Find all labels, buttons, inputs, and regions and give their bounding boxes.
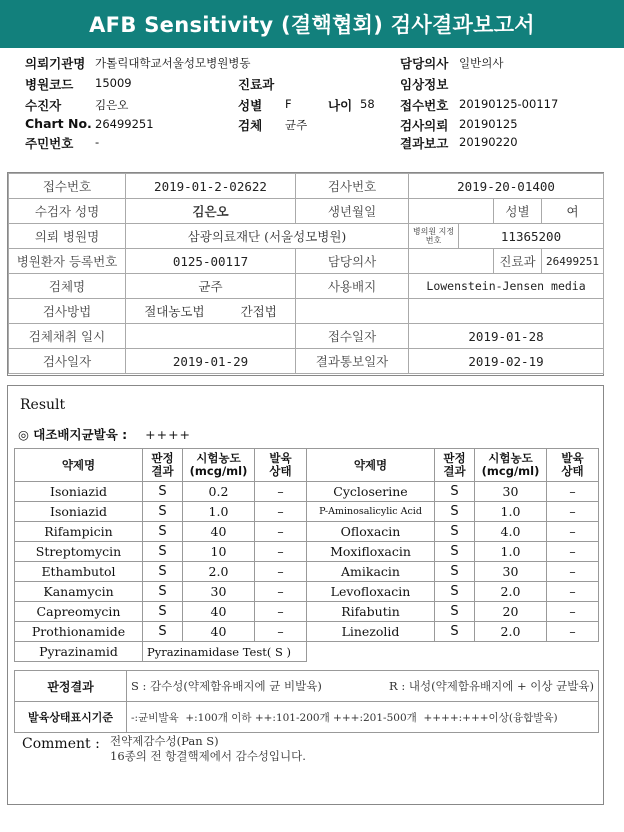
col-concentration: 시험농도 (mcg/ml)	[183, 449, 255, 482]
drug-name: Moxifloxacin	[307, 542, 435, 562]
hospital-value: 삼광의료재단 (서울성모병원)	[126, 224, 409, 249]
test-no-label: 검사번호	[296, 174, 409, 199]
blank-cell	[409, 299, 604, 324]
medium-label: 사용배지	[296, 274, 409, 299]
test-concentration: 40	[183, 622, 255, 642]
growth-status: –	[255, 542, 307, 562]
table-row	[15, 582, 599, 602]
drug-name: Isoniazid	[15, 502, 143, 522]
test-concentration: 2.0	[183, 562, 255, 582]
test-date-value: 2019-01-29	[126, 349, 296, 374]
blank-cell	[307, 642, 599, 662]
method-value	[126, 299, 296, 324]
ssn-label: 주민번호	[25, 136, 74, 151]
growth-status: –	[547, 502, 599, 522]
reg-no-value: 0125-00117	[126, 249, 296, 274]
comment-line-1: 전약제감수성(Pan S)	[110, 734, 219, 748]
col-drug: 약제명	[15, 449, 143, 482]
drug-name: Prothionamide	[15, 622, 143, 642]
drug-name: P-Aminosalicylic Acid	[307, 502, 435, 522]
specimen-value: 균주	[285, 118, 308, 132]
specimen-value: 균주	[126, 274, 296, 299]
hospital-value: 가톨릭대학교서울성모병원병동	[95, 56, 251, 70]
receipt-no-value: 2019-01-2-02622	[126, 174, 296, 199]
request-table	[8, 173, 604, 374]
age-value: 58	[360, 97, 375, 111]
growth-status: –	[547, 542, 599, 562]
judgment-result: S	[143, 482, 183, 502]
clinical-label: 임상정보	[400, 77, 449, 92]
patient-name-value: 김은오	[126, 199, 296, 224]
blank-cell	[296, 299, 409, 324]
collect-date-label: 검체채취 일시	[9, 324, 126, 349]
judgment-result: S	[143, 502, 183, 522]
specimen-label: 검체	[238, 118, 263, 133]
receipt-no-label: 접수번호	[9, 174, 126, 199]
order-label: 검사의뢰	[400, 118, 449, 133]
method-value-1: 절대농도법	[144, 304, 205, 319]
receipt-label: 접수번호	[400, 98, 449, 113]
result-section	[7, 385, 604, 805]
judgment-result: S	[435, 522, 475, 542]
test-no-value: 2019-20-01400	[409, 174, 604, 199]
growth-status: –	[547, 482, 599, 502]
dept-label: 진료과	[494, 249, 542, 274]
table-row	[15, 562, 599, 582]
test-concentration: 1.0	[475, 502, 547, 522]
test-concentration: 30	[183, 582, 255, 602]
judgment-result: S	[435, 502, 475, 522]
method-value-2: 간접법	[240, 304, 277, 319]
growth-status: –	[255, 482, 307, 502]
notify-date-label: 결과통보일자	[296, 349, 409, 374]
test-date-label: 검사일자	[9, 349, 126, 374]
drug-name: Levofloxacin	[307, 582, 435, 602]
code-label: 병원코드	[25, 77, 74, 92]
growth-status: –	[255, 522, 307, 542]
judgment-result: S	[143, 582, 183, 602]
susceptibility-table	[14, 448, 599, 662]
order-value: 20190125	[459, 117, 518, 131]
growth-value: ++++	[145, 427, 192, 442]
table-row	[15, 602, 599, 622]
col-growth: 발육 상태	[255, 449, 307, 482]
test-concentration: 0.2	[183, 482, 255, 502]
drug-name: Linezolid	[307, 622, 435, 642]
drug-name: Ethambutol	[15, 562, 143, 582]
collector-value: 김은오	[95, 98, 129, 112]
judgment-result: S	[435, 602, 475, 622]
control-growth	[18, 425, 191, 443]
legend-table	[14, 670, 599, 733]
drug-name: Ofloxacin	[307, 522, 435, 542]
receipt-date-value: 2019-01-28	[409, 324, 604, 349]
collect-date-value	[126, 324, 296, 349]
request-form	[7, 172, 604, 376]
test-concentration: 4.0	[475, 522, 547, 542]
receipt-value: 20190125-00117	[459, 97, 559, 111]
age-label: 나이	[328, 98, 353, 113]
pyrazinamide-test: Pyrazinamidase Test( S )	[143, 642, 307, 662]
growth-status: –	[547, 562, 599, 582]
drug-name: Capreomycin	[15, 602, 143, 622]
notify-date-value: 2019-02-19	[409, 349, 604, 374]
growth-status: –	[547, 602, 599, 622]
judgment-legend	[127, 671, 599, 702]
judgment-result: S	[143, 562, 183, 582]
comment-label: Comment :	[22, 736, 100, 752]
report-date-value: 20190220	[459, 135, 518, 149]
drug-name: Kanamycin	[15, 582, 143, 602]
test-concentration: 2.0	[475, 582, 547, 602]
legend-resistant: R : 내성(약제함유배지에 + 이상 균발육)	[389, 679, 594, 693]
judgment-result: S	[435, 562, 475, 582]
table-row	[15, 482, 599, 502]
ssn-value: -	[95, 135, 100, 149]
doctor-value	[409, 249, 494, 274]
doctor-label: 담당의사	[400, 56, 449, 71]
test-concentration: 40	[183, 522, 255, 542]
col-judgment: 판정 결과	[435, 449, 475, 482]
judgment-result: S	[143, 602, 183, 622]
pyrazinamide-name: Pyrazinamid	[15, 642, 143, 662]
sex-label: 성별	[238, 98, 263, 113]
birth-label: 생년월일	[296, 199, 409, 224]
judgment-result: S	[435, 582, 475, 602]
reg-no-label: 병원환자 등록번호	[9, 249, 126, 274]
dept-value: 26499251	[542, 249, 604, 274]
test-concentration: 30	[475, 482, 547, 502]
receipt-date-label: 접수일자	[296, 324, 409, 349]
chart-label: Chart No.	[25, 116, 92, 131]
table-row	[15, 522, 599, 542]
test-concentration: 40	[183, 602, 255, 622]
comment-line-2: 16종의 전 항결핵제에서 감수성입니다.	[110, 749, 306, 763]
growth-status: –	[547, 622, 599, 642]
table-row	[15, 622, 599, 642]
col-judgment: 판정 결과	[143, 449, 183, 482]
growth-status: –	[255, 622, 307, 642]
hospital-label: 의뢰 병원명	[9, 224, 126, 249]
col-drug: 약제명	[307, 449, 435, 482]
drug-name: Amikacin	[307, 562, 435, 582]
patient-info	[0, 50, 624, 162]
growth-label: ◎ 대조배지균발육 :	[18, 427, 128, 442]
birth-value	[409, 199, 494, 224]
doctor-label: 담당의사	[296, 249, 409, 274]
judgment-result: S	[435, 482, 475, 502]
table-row	[15, 502, 599, 522]
patient-name-label: 수검자 성명	[9, 199, 126, 224]
judgment-result: S	[143, 622, 183, 642]
test-concentration: 30	[475, 562, 547, 582]
growth-status: –	[255, 562, 307, 582]
growth-status: –	[547, 522, 599, 542]
table-row	[15, 542, 599, 562]
method-label: 검사방법	[9, 299, 126, 324]
legend-susceptible: S : 감수성(약제함유배지에 균 비발육)	[131, 679, 322, 693]
dept-label: 진료과	[238, 77, 275, 92]
sex-label: 성별	[494, 199, 542, 224]
col-growth: 발육 상태	[547, 449, 599, 482]
report-date-label: 결과보고	[400, 136, 449, 151]
drug-name: Cycloserine	[307, 482, 435, 502]
sex-value: 여	[542, 199, 604, 224]
test-concentration: 1.0	[183, 502, 255, 522]
medium-value: Lowenstein-Jensen media	[409, 274, 604, 299]
result-title: Result	[20, 397, 66, 413]
hospital-code-value: 11365200	[459, 224, 604, 249]
growth-legend-label: 발육상태표시기준	[15, 702, 127, 733]
chart-value: 26499251	[95, 117, 154, 131]
col-concentration: 시험농도 (mcg/ml)	[475, 449, 547, 482]
test-concentration: 1.0	[475, 542, 547, 562]
hospital-label: 의뢰기관명	[25, 56, 86, 71]
growth-status: –	[255, 582, 307, 602]
code-value: 15009	[95, 76, 132, 90]
test-concentration: 2.0	[475, 622, 547, 642]
drug-name: Rifampicin	[15, 522, 143, 542]
drug-name: Rifabutin	[307, 602, 435, 622]
specimen-label: 검체명	[9, 274, 126, 299]
judgment-result: S	[143, 522, 183, 542]
hospital-code-label: 병의원 지정번호	[409, 224, 459, 249]
report-title: AFB Sensitivity (결핵협회) 검사결과보고서	[0, 0, 624, 48]
judgment-legend-label: 판정결과	[15, 671, 127, 702]
growth-status: –	[255, 502, 307, 522]
judgment-result: S	[435, 542, 475, 562]
sex-value: F	[285, 97, 292, 111]
growth-status: –	[255, 602, 307, 622]
doctor-value: 일반의사	[459, 56, 504, 70]
growth-legend: -:균비발육 +:100개 이하 ++:101-200개 +++:201-500개 ++++:+++이상(융합발육)	[127, 702, 599, 733]
growth-status: –	[547, 582, 599, 602]
test-concentration: 10	[183, 542, 255, 562]
collector-label: 수진자	[25, 98, 62, 113]
drug-name: Isoniazid	[15, 482, 143, 502]
test-concentration: 20	[475, 602, 547, 622]
judgment-result: S	[435, 622, 475, 642]
judgment-result: S	[143, 542, 183, 562]
drug-name: Streptomycin	[15, 542, 143, 562]
